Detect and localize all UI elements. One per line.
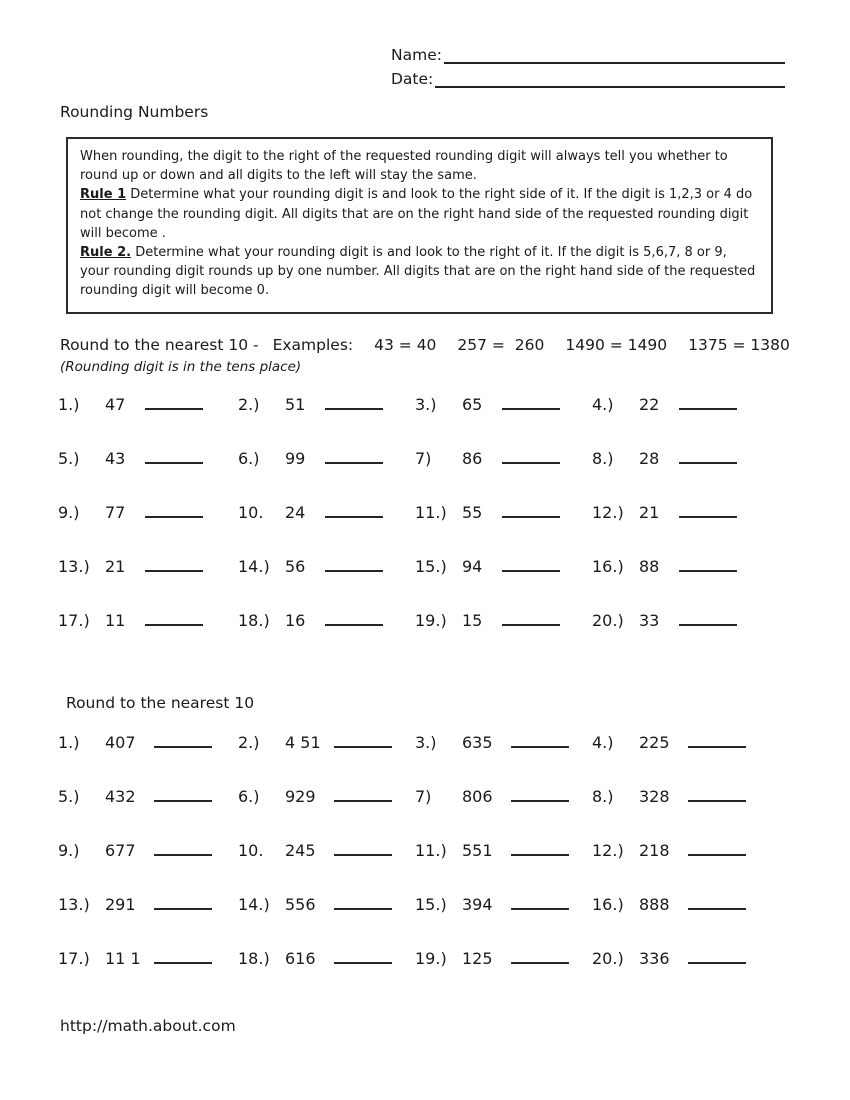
problem-number: 15.) [415, 557, 447, 576]
problem-item [238, 835, 415, 889]
answer-blank-line [511, 949, 569, 964]
problem-value: 336 [639, 949, 670, 968]
problem-value: 11 [105, 611, 126, 630]
problem-number: 10. [238, 841, 264, 860]
problem-number: 2.) [238, 733, 260, 752]
date-label: Date: [391, 69, 434, 88]
example-equation: 257 = 260 [457, 336, 545, 354]
problem-item [238, 781, 415, 835]
section2-heading: Round to the nearest 10 [66, 694, 255, 712]
date-field [391, 64, 785, 88]
problem-number: 5.) [58, 787, 80, 806]
problem-item [58, 497, 238, 551]
answer-blank-line [511, 895, 569, 910]
problem-value: 218 [639, 841, 670, 860]
problem-value: 22 [639, 395, 660, 414]
answer-blank-line [145, 611, 203, 626]
problem-number: 13.) [58, 895, 90, 914]
answer-blank-line [145, 395, 203, 410]
answer-blank-line [511, 733, 569, 748]
answer-blank-line [679, 503, 737, 518]
rule2-text: Determine what your rounding digit is and look to the right of it. If the digit is 5,6,7, 8 or 9, your rounding digit rounds up by one number. All digits that are on the right hand side of the requested rounding digit will become 0. [80, 245, 756, 299]
problem-value: 328 [639, 787, 670, 806]
problem-item [238, 605, 415, 659]
problem-item [58, 835, 238, 889]
problem-number: 11.) [415, 503, 447, 522]
problem-item [415, 389, 592, 443]
problem-value: 245 [285, 841, 316, 860]
problem-item [415, 835, 592, 889]
problem-item [58, 781, 238, 835]
problem-number: 3.) [415, 733, 437, 752]
problem-value: 28 [639, 449, 660, 468]
section2-problems-grid [58, 727, 762, 997]
problem-number: 16.) [592, 895, 624, 914]
problem-item [415, 605, 592, 659]
example-equation: 43 = 40 [374, 336, 437, 354]
problem-value: 929 [285, 787, 316, 806]
problem-number: 2.) [238, 395, 260, 414]
footer-url: http://math.about.com [60, 1017, 236, 1035]
problem-value: 99 [285, 449, 306, 468]
problem-item [592, 389, 762, 443]
rule2-label: Rule 2. [80, 245, 132, 261]
problem-value: 21 [105, 557, 126, 576]
answer-blank-line [334, 733, 392, 748]
answer-blank-line [145, 557, 203, 572]
problem-number: 14.) [238, 895, 270, 914]
problem-item [592, 727, 762, 781]
problem-number: 6.) [238, 449, 260, 468]
rule1-label: Rule 1 [80, 187, 127, 203]
rule1-text: Determine what your rounding digit is and look to the right side of it. If the digit is 1,2,3 or 4 do not change the rounding digit. All digits that are on the right hand side of the requested rounding digit will become . [80, 187, 753, 241]
rules-box [66, 137, 773, 314]
problem-item [238, 551, 415, 605]
problem-item [415, 781, 592, 835]
problem-value: 88 [639, 557, 660, 576]
problem-number: 13.) [58, 557, 90, 576]
problem-number: 9.) [58, 841, 80, 860]
problem-item [592, 551, 762, 605]
problem-value: 86 [462, 449, 483, 468]
problem-number: 12.) [592, 841, 624, 860]
answer-blank-line [688, 949, 746, 964]
problem-value: 21 [639, 503, 660, 522]
answer-blank-line [679, 611, 737, 626]
answer-blank-line [334, 949, 392, 964]
problem-item [592, 497, 762, 551]
problem-number: 10. [238, 503, 264, 522]
problem-number: 4.) [592, 733, 614, 752]
answer-blank-line [325, 557, 383, 572]
problem-number: 17.) [58, 611, 90, 630]
problem-item [58, 727, 238, 781]
problem-value: 551 [462, 841, 493, 860]
problem-number: 9.) [58, 503, 80, 522]
problem-number: 7) [415, 787, 432, 806]
answer-blank-line [325, 503, 383, 518]
answer-blank-line [145, 449, 203, 464]
problem-item [58, 389, 238, 443]
problem-item [58, 943, 238, 997]
section1-problems-grid [58, 389, 762, 659]
problem-value: 291 [105, 895, 136, 914]
examples-list [353, 336, 790, 354]
problem-value: 432 [105, 787, 136, 806]
header-fields [391, 40, 785, 88]
rules-intro: When rounding, the digit to the right of the requested rounding digit will always tell you whether to round up or down and all digits to the left will stay the same. [80, 149, 728, 184]
problem-value: 635 [462, 733, 493, 752]
problem-number: 1.) [58, 395, 80, 414]
problem-item [58, 889, 238, 943]
answer-blank-line [154, 733, 212, 748]
problem-value: 4 51 [285, 733, 321, 752]
problem-item [415, 889, 592, 943]
problem-value: 24 [285, 503, 306, 522]
problem-number: 3.) [415, 395, 437, 414]
answer-blank-line [679, 449, 737, 464]
problem-item [592, 943, 762, 997]
problem-item [592, 605, 762, 659]
problem-item [58, 443, 238, 497]
problem-number: 7) [415, 449, 432, 468]
answer-blank-line [679, 395, 737, 410]
problem-value: 77 [105, 503, 126, 522]
name-blank-line [444, 38, 785, 64]
problem-item [238, 889, 415, 943]
problem-item [592, 889, 762, 943]
problem-number: 6.) [238, 787, 260, 806]
problem-number: 5.) [58, 449, 80, 468]
answer-blank-line [154, 895, 212, 910]
problem-number: 17.) [58, 949, 90, 968]
problem-value: 556 [285, 895, 316, 914]
problem-number: 20.) [592, 611, 624, 630]
problem-number: 4.) [592, 395, 614, 414]
problem-number: 1.) [58, 733, 80, 752]
problem-item [415, 497, 592, 551]
section1-heading: Round to the nearest 10 - [60, 336, 259, 354]
problem-item [415, 551, 592, 605]
answer-blank-line [679, 557, 737, 572]
problem-value: 125 [462, 949, 493, 968]
answer-blank-line [154, 787, 212, 802]
problem-value: 43 [105, 449, 126, 468]
answer-blank-line [325, 611, 383, 626]
problem-item [415, 443, 592, 497]
example-equation: 1490 = 1490 [565, 336, 668, 354]
problem-value: 407 [105, 733, 136, 752]
answer-blank-line [334, 787, 392, 802]
problem-number: 8.) [592, 787, 614, 806]
answer-blank-line [502, 449, 560, 464]
date-blank-line [435, 62, 785, 88]
answer-blank-line [511, 841, 569, 856]
problem-value: 94 [462, 557, 483, 576]
problem-value: 888 [639, 895, 670, 914]
problem-item [238, 389, 415, 443]
problem-item [592, 835, 762, 889]
problem-number: 14.) [238, 557, 270, 576]
answer-blank-line [688, 841, 746, 856]
problem-value: 616 [285, 949, 316, 968]
problem-item [58, 605, 238, 659]
problem-number: 16.) [592, 557, 624, 576]
problem-value: 51 [285, 395, 306, 414]
problem-number: 19.) [415, 949, 447, 968]
problem-value: 11 1 [105, 949, 141, 968]
answer-blank-line [688, 733, 746, 748]
problem-item [238, 443, 415, 497]
answer-blank-line [502, 557, 560, 572]
problem-number: 11.) [415, 841, 447, 860]
page-title: Rounding Numbers [60, 103, 209, 121]
problem-value: 677 [105, 841, 136, 860]
answer-blank-line [511, 787, 569, 802]
problem-number: 8.) [592, 449, 614, 468]
answer-blank-line [688, 895, 746, 910]
problem-number: 18.) [238, 949, 270, 968]
problem-value: 16 [285, 611, 306, 630]
problem-item [58, 551, 238, 605]
answer-blank-line [688, 787, 746, 802]
problem-value: 33 [639, 611, 660, 630]
problem-value: 225 [639, 733, 670, 752]
answer-blank-line [502, 503, 560, 518]
problem-value: 65 [462, 395, 483, 414]
problem-value: 56 [285, 557, 306, 576]
problem-item [238, 497, 415, 551]
problem-value: 806 [462, 787, 493, 806]
answer-blank-line [154, 841, 212, 856]
problem-item [592, 781, 762, 835]
problem-item [238, 943, 415, 997]
answer-blank-line [502, 395, 560, 410]
problem-number: 15.) [415, 895, 447, 914]
section1-heading-row [60, 336, 790, 354]
answer-blank-line [334, 841, 392, 856]
examples-label: Examples: [272, 336, 354, 354]
problem-number: 12.) [592, 503, 624, 522]
answer-blank-line [325, 395, 383, 410]
name-label: Name: [391, 45, 442, 64]
answer-blank-line [325, 449, 383, 464]
section1-subtitle: (Rounding digit is in the tens place) [60, 359, 302, 375]
problem-value: 394 [462, 895, 493, 914]
problem-item [238, 727, 415, 781]
answer-blank-line [154, 949, 212, 964]
answer-blank-line [334, 895, 392, 910]
example-equation: 1375 = 1380 [688, 336, 790, 354]
name-field [391, 40, 785, 64]
problem-value: 47 [105, 395, 126, 414]
problem-value: 55 [462, 503, 483, 522]
answer-blank-line [502, 611, 560, 626]
problem-value: 15 [462, 611, 483, 630]
answer-blank-line [145, 503, 203, 518]
problem-number: 20.) [592, 949, 624, 968]
problem-number: 19.) [415, 611, 447, 630]
problem-item [415, 727, 592, 781]
problem-item [415, 943, 592, 997]
problem-number: 18.) [238, 611, 270, 630]
problem-item [592, 443, 762, 497]
